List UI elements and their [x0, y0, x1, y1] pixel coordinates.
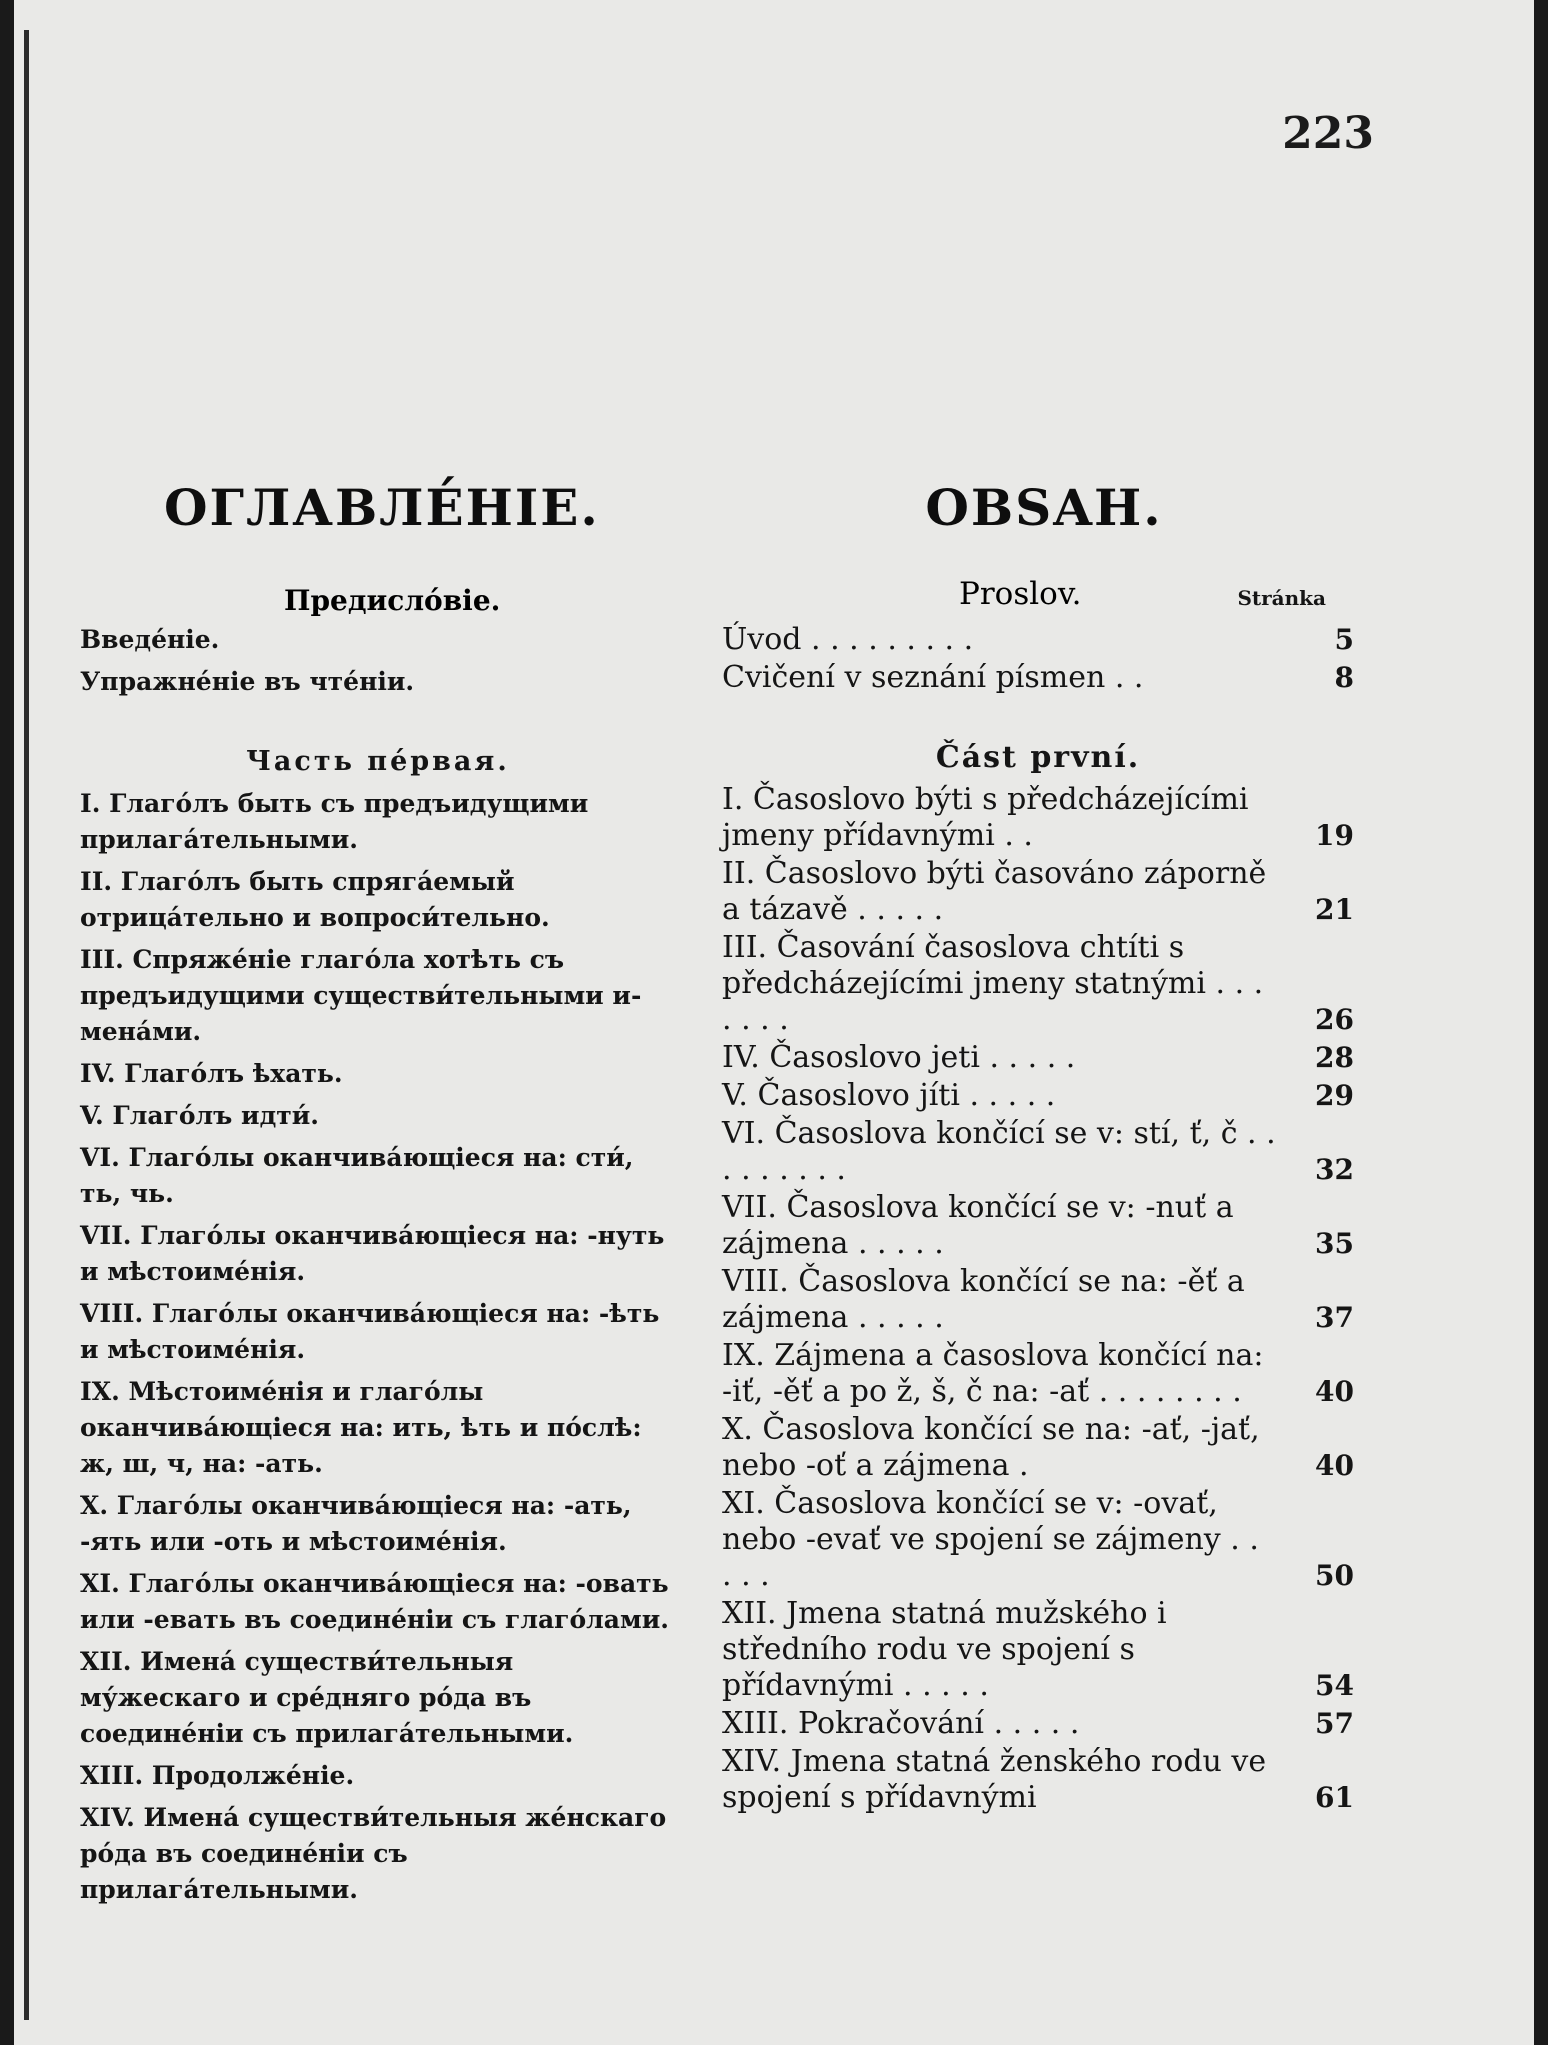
toc-entry-text: XII. Имена́ существи́тельныя му́жескаго и сре́дняго ро́да въ соедине́ніи съ прилага́тельными. — [80, 1647, 574, 1748]
toc-entry-text: V. Глаго́лъ идти́. — [80, 1101, 319, 1130]
toc-entry — [722, 1040, 1354, 1076]
toc-entry — [722, 1190, 1354, 1262]
toc-page-number: 26 — [1315, 1003, 1354, 1036]
russian-heading: ОГЛАВЛЕ́НІЕ. — [164, 478, 600, 537]
toc-entry-text: III. Časování časoslova chtíti s předcházejícími jmeny statnými . . . . . . . — [722, 930, 1264, 1037]
toc-page-number: 8 — [1334, 661, 1354, 694]
toc-entry-text: I. Глаго́лъ быть съ предъидущими прилага́тельными. — [80, 789, 589, 854]
toc-entry — [722, 1706, 1354, 1742]
toc-entry-text: XIV. Jmena statná ženského rodu ve spojení s přídavnými — [722, 1744, 1267, 1815]
toc-entry — [80, 1098, 676, 1134]
toc-entry-text: X. Časoslova končící se na: -ať, -jať, nebo -oť a zájmena . — [722, 1412, 1260, 1483]
toc-entry — [80, 1800, 676, 1908]
toc-entry-text: IX. Мѣстоиме́нія и глаго́лы оканчива́ющіеся на: ить, ѣть и по́слѣ: ж, ш, ч, на: -ать. — [80, 1377, 642, 1478]
toc-entry-text: XIV. Имена́ существи́тельныя же́нскаго ро́да въ соедине́ніи съ прилага́тельными. — [80, 1803, 667, 1904]
toc-page-number: 28 — [1315, 1041, 1354, 1074]
toc-entry — [80, 1758, 676, 1794]
toc-entry — [722, 1078, 1354, 1114]
toc-entry-text: IV. Časoslovo jeti . . . . . — [722, 1040, 1076, 1075]
page-label: Stránka — [1237, 586, 1326, 610]
toc-entry-text: VIII. Глаго́лы оканчива́ющіеся на: -ѣть и мѣстоиме́нія. — [80, 1299, 660, 1364]
toc-entry — [722, 1412, 1354, 1484]
toc-entry-text: XIII. Продолже́ніе. — [80, 1761, 355, 1790]
toc-entry — [722, 856, 1354, 928]
toc-page-number: 35 — [1315, 1227, 1354, 1260]
toc-entry — [80, 1488, 676, 1560]
toc-entry — [80, 1140, 676, 1212]
toc-entry — [722, 782, 1354, 854]
toc-entry-text: Úvod . . . . . . . . . — [722, 622, 974, 657]
toc-entry-text: III. Спряже́ніе глаго́ла хотѣть съ предъидущими существи́тельными и-мена́ми. — [80, 945, 642, 1046]
toc-page-number: 57 — [1315, 1707, 1354, 1740]
toc-entry-text: VIII. Časoslova končící se na: -ěť a zájmena . . . . . — [722, 1264, 1245, 1335]
toc-entry-text: Введе́ніе. — [80, 625, 220, 654]
russian-preface: Предисло́віе. — [284, 584, 501, 617]
toc-page-number: 21 — [1315, 893, 1354, 926]
toc-entry-text: Cvičení v seznání písmen . . — [722, 660, 1144, 695]
toc-page-number: 54 — [1315, 1669, 1354, 1702]
toc-entry — [722, 1744, 1354, 1816]
page-number: 223 — [1282, 108, 1374, 159]
toc-entry — [722, 930, 1354, 1038]
toc-entry — [722, 1596, 1354, 1704]
toc-entry-text: IX. Zájmena a časoslova končící na: -iť, -ěť a po ž, š, č na: -ať . . . . . . . . — [722, 1338, 1264, 1409]
toc-entry — [80, 786, 676, 858]
toc-entry — [80, 1644, 676, 1752]
toc-entry — [80, 1056, 676, 1092]
toc-entry-text: II. Časoslovo býti časováno záporně a tázavě . . . . . — [722, 856, 1267, 927]
toc-page-number: 40 — [1315, 1449, 1354, 1482]
toc-entry-text: XI. Časoslova končící se v: -ovať, nebo -evať ve spojení se zájmeny . . . . . — [722, 1486, 1259, 1593]
czech-heading: OBSAH. — [925, 478, 1163, 537]
toc-entry — [722, 660, 1354, 696]
toc-entry-text: VII. Časoslova končící se v: -nuť a zájmena . . . . . — [722, 1190, 1234, 1261]
toc-entry-text: VII. Глаго́лы оканчива́ющіеся на: -нуть и мѣстоиме́нія. — [80, 1221, 665, 1286]
toc-entry-text: IV. Глаго́лъ ѣхать. — [80, 1059, 343, 1088]
toc-page-number: 5 — [1334, 623, 1354, 656]
toc-entry-text: XII. Jmena statná mužského i středního rodu ve spojení s přídavnými . . . . . — [722, 1596, 1167, 1703]
toc-entry — [722, 1264, 1354, 1336]
toc-page-number: 19 — [1315, 819, 1354, 852]
book-page — [14, 0, 1534, 2045]
toc-entry-text: V. Časoslovo jíti . . . . . — [722, 1078, 1056, 1113]
czech-preface: Proslov. — [959, 576, 1082, 612]
toc-entry — [80, 1374, 676, 1482]
toc-entry — [80, 664, 676, 700]
russian-toc-list — [80, 622, 676, 1914]
toc-entry-text: XIII. Pokračování . . . . . — [722, 1706, 1080, 1741]
toc-entry — [722, 1338, 1354, 1410]
toc-entry — [80, 622, 676, 658]
toc-entry-text: X. Глаго́лы оканчива́ющіеся на: -ать, -ять или -оть и мѣстоиме́нія. — [80, 1491, 632, 1556]
toc-entry — [722, 1486, 1354, 1594]
toc-entry — [722, 622, 1354, 658]
toc-page-number: 61 — [1315, 1781, 1354, 1814]
toc-entry-text: I. Časoslovo býti s předcházejícími jmeny přídavnými . . — [722, 782, 1249, 853]
toc-entry-text: Упражне́ніе въ чте́ніи. — [80, 667, 415, 696]
toc-page-number: 32 — [1315, 1153, 1354, 1186]
toc-entry — [722, 1116, 1354, 1188]
toc-entry — [80, 864, 676, 936]
toc-entry-text: XI. Глаго́лы оканчива́ющіеся на: -овать или -евать въ соедине́ніи съ глаго́лами. — [80, 1569, 669, 1634]
toc-page-number: 50 — [1315, 1559, 1354, 1592]
toc-page-number: 29 — [1315, 1079, 1354, 1112]
toc-entry-text: II. Глаго́лъ быть спряга́емый отрица́тельно и вопроси́тельно. — [80, 867, 550, 932]
toc-entry-text: VI. Глаго́лы оканчива́ющіеся на: сти́, ть, чь. — [80, 1143, 634, 1208]
toc-page-number: 40 — [1315, 1375, 1354, 1408]
toc-entry — [80, 1296, 676, 1368]
czech-toc-list — [722, 622, 1354, 1818]
toc-entry — [80, 1218, 676, 1290]
page-edge-line — [24, 30, 29, 2020]
toc-entry — [80, 942, 676, 1050]
toc-entry — [80, 1566, 676, 1638]
toc-page-number: 37 — [1315, 1301, 1354, 1334]
czech-part-title: Část první. — [935, 740, 1141, 775]
toc-entry-text: VI. Časoslova končící se v: stí, ť, č . . . . . . . . . — [722, 1116, 1276, 1187]
russian-part-title: Часть пе́рвая. — [246, 746, 510, 777]
